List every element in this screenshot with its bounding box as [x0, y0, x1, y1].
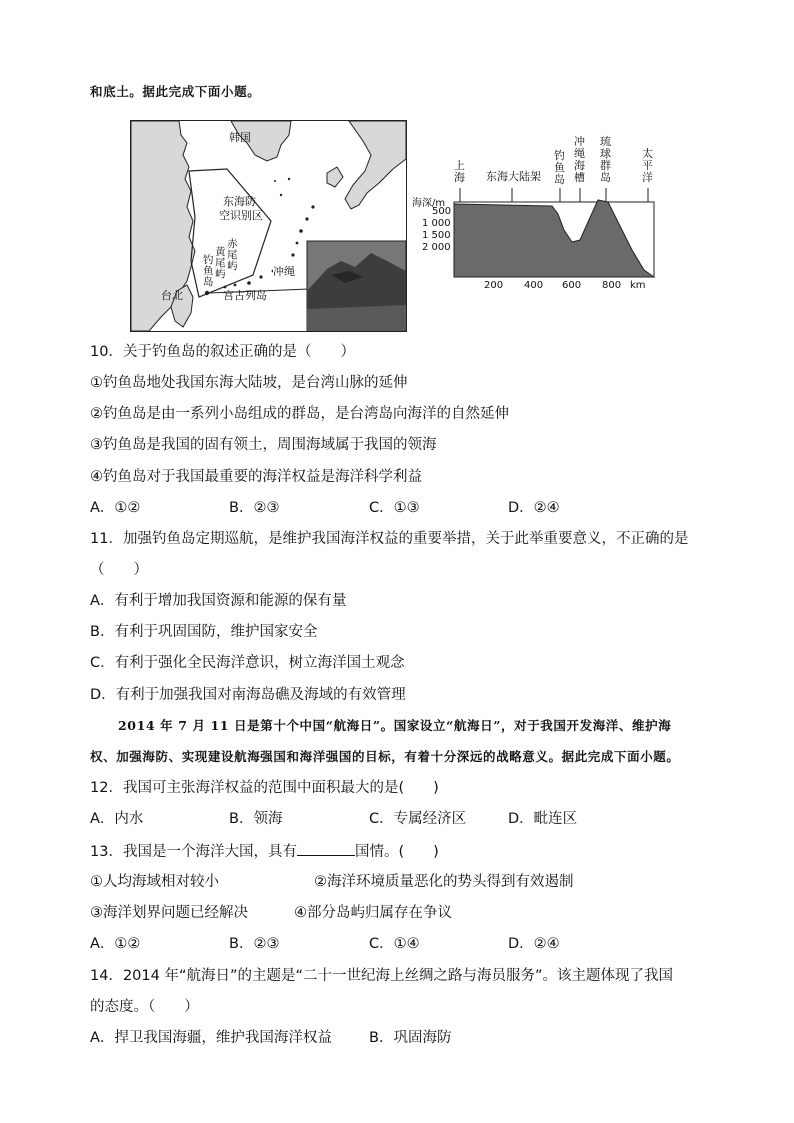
passage-line-1: 2014 年 7 月 11 日是第十个中国“航海日”。国家设立“航海日”，对于我国开发海洋、维护海	[118, 718, 672, 733]
label-huangwei-1: 黄	[215, 246, 226, 258]
q11-option-a[interactable]: A．有利于增加我国资源和能源的保有量	[90, 593, 347, 609]
seabed-profile	[412, 130, 672, 300]
label-ryukyu-3: 群	[600, 159, 611, 172]
label-pacific	[642, 148, 654, 184]
q13-blank	[297, 841, 355, 856]
q13-option-a[interactable]: A．①②	[90, 936, 141, 952]
label-shanghai	[454, 160, 466, 184]
label-ryukyu-2: 球	[600, 147, 611, 160]
label-chiwei-1: 赤	[227, 238, 238, 250]
q10-stem: 10．关于钓鱼岛的叙述正确的是（ ）	[90, 344, 355, 360]
label-diaoyu-2: 鱼	[203, 265, 214, 277]
label-korea: 韩国	[229, 131, 251, 144]
q12-option-d[interactable]: D．毗连区	[508, 811, 578, 827]
label-pacific-1: 太	[642, 147, 653, 160]
label-taipei: 台北	[161, 289, 183, 302]
label-huangwei-3: 屿	[215, 268, 226, 280]
label-miyako: 宫古列岛	[223, 289, 267, 302]
depth-tick-1500: 1 500	[422, 230, 451, 241]
q10-option-b[interactable]: B．②③	[229, 500, 280, 516]
label-chiwei	[227, 239, 239, 272]
q12-option-a[interactable]: A．内水	[90, 811, 144, 827]
depth-tick-1000: 1 000	[422, 218, 451, 229]
q10-option-a[interactable]: A．①②	[90, 500, 141, 516]
q12-stem: 12．我国可主张海洋权益的范围中面积最大的是( )	[90, 780, 439, 796]
label-okinawa: 冲绳	[273, 265, 295, 278]
q14-option-a[interactable]: A．捍卫我国海疆，维护我国海洋权益	[90, 1030, 332, 1046]
q12-option-b[interactable]: B．领海	[229, 811, 283, 827]
q10-statement-3: ③钓鱼岛是我国的固有领土，周围海域属于我国的领海	[90, 437, 437, 453]
label-trough-2: 绳	[574, 147, 585, 160]
label-huangwei	[215, 247, 227, 280]
q11-option-b[interactable]: B．有利于巩固国防，维护国家安全	[90, 624, 318, 640]
x-unit: km	[630, 280, 646, 291]
label-shanghai-1: 上	[454, 159, 465, 172]
label-adiz-1: 东海防	[223, 195, 256, 208]
q10-statement-1: ①钓鱼岛地处我国东海大陆坡，是台湾山脉的延伸	[90, 375, 408, 391]
label-shanghai-2: 海	[454, 171, 465, 184]
q13-option-b[interactable]: B．②③	[229, 936, 280, 952]
label-chiwei-3: 屿	[227, 260, 238, 272]
q13-stem	[90, 841, 439, 862]
x-tick-200: 200	[484, 280, 504, 291]
q10-statement-2: ②钓鱼岛是由一系列小岛组成的群岛，是台湾岛向海洋的自然延伸	[90, 406, 509, 422]
label-ryukyu-1: 琉	[600, 135, 611, 148]
passage-line-2: 权、加强海防、实现建设航海强国和海洋强国的目标，有着十分深远的战略意义。据此完成下面小题。	[90, 749, 680, 764]
q11-paren: （ ）	[90, 562, 148, 578]
east-china-sea-map	[130, 120, 407, 332]
label-pacific-2: 平	[642, 159, 653, 172]
x-tick-400: 400	[524, 280, 544, 291]
label-adiz-2: 空识别区	[219, 209, 263, 222]
q13-stem-before: 13．我国是一个海洋大国，具有	[90, 844, 297, 860]
x-tick-800: 800	[602, 280, 622, 291]
q13-option-d[interactable]: D．②④	[508, 936, 560, 952]
depth-title: 海深/m	[412, 198, 446, 209]
q13-stem-after: 国情。( )	[354, 844, 439, 860]
q10-statement-4: ④钓鱼岛对于我国最重要的海洋权益是海洋科学利益	[90, 469, 422, 485]
q12-option-c[interactable]: C．专属经济区	[369, 811, 467, 827]
label-pacific-3: 洋	[642, 171, 653, 184]
label-huangwei-2: 尾	[215, 257, 226, 269]
q11-option-d[interactable]: D．有利于加强我国对南海岛礁及海域的有效管理	[90, 687, 406, 703]
q10-option-d[interactable]: D．②④	[508, 500, 560, 516]
x-tick-600: 600	[562, 280, 582, 291]
q13-option-c[interactable]: C．①④	[369, 936, 420, 952]
label-pd-3: 岛	[554, 173, 565, 186]
label-ryukyu	[600, 136, 612, 184]
depth-tick-2000: 2 000	[422, 242, 451, 253]
label-diaoyu-1: 钓	[203, 254, 214, 266]
q14-stem: 14．2014 年“航海日”的主题是“二十一世纪海上丝绸之路与海员服务”。该主题体现了我国	[90, 968, 674, 984]
label-ryukyu-4: 岛	[600, 171, 611, 184]
intro-tail: 和底土。据此完成下面小题。	[90, 84, 261, 99]
q11-option-c[interactable]: C．有利于强化全民海洋意识，树立海洋国土观念	[90, 655, 405, 671]
q13-statement-1: ①人均海域相对较小	[90, 874, 219, 890]
label-trough-1: 冲	[574, 135, 585, 148]
q10-option-c[interactable]: C．①③	[369, 500, 420, 516]
q11-stem: 11．加强钓鱼岛定期巡航，是维护我国海洋权益的重要举措，关于此举重要意义，不正确的是	[90, 531, 689, 547]
label-shelf: 东海大陆架	[486, 170, 541, 183]
label-pd-1: 钓	[554, 149, 565, 162]
q14-option-b[interactable]: B．巩固海防	[369, 1030, 452, 1046]
q13-statement-4: ④部分岛屿归属存在争议	[294, 905, 452, 921]
label-pd-2: 鱼	[554, 161, 565, 174]
label-profile-diaoyu	[554, 150, 566, 186]
label-diaoyu-3: 岛	[203, 276, 214, 288]
depth-tick-500: 500	[432, 206, 452, 217]
label-trough	[574, 136, 586, 184]
label-trough-4: 槽	[574, 171, 585, 184]
q13-statement-2: ②海洋环境质量恶化的势头得到有效遏制	[314, 874, 574, 890]
q14-stem-2: 的态度。（ ）	[90, 999, 199, 1015]
label-trough-3: 海	[574, 159, 585, 172]
label-diaoyu	[203, 255, 215, 288]
q13-statement-3: ③海洋划界问题已经解决	[90, 905, 248, 921]
label-chiwei-2: 尾	[227, 249, 238, 261]
